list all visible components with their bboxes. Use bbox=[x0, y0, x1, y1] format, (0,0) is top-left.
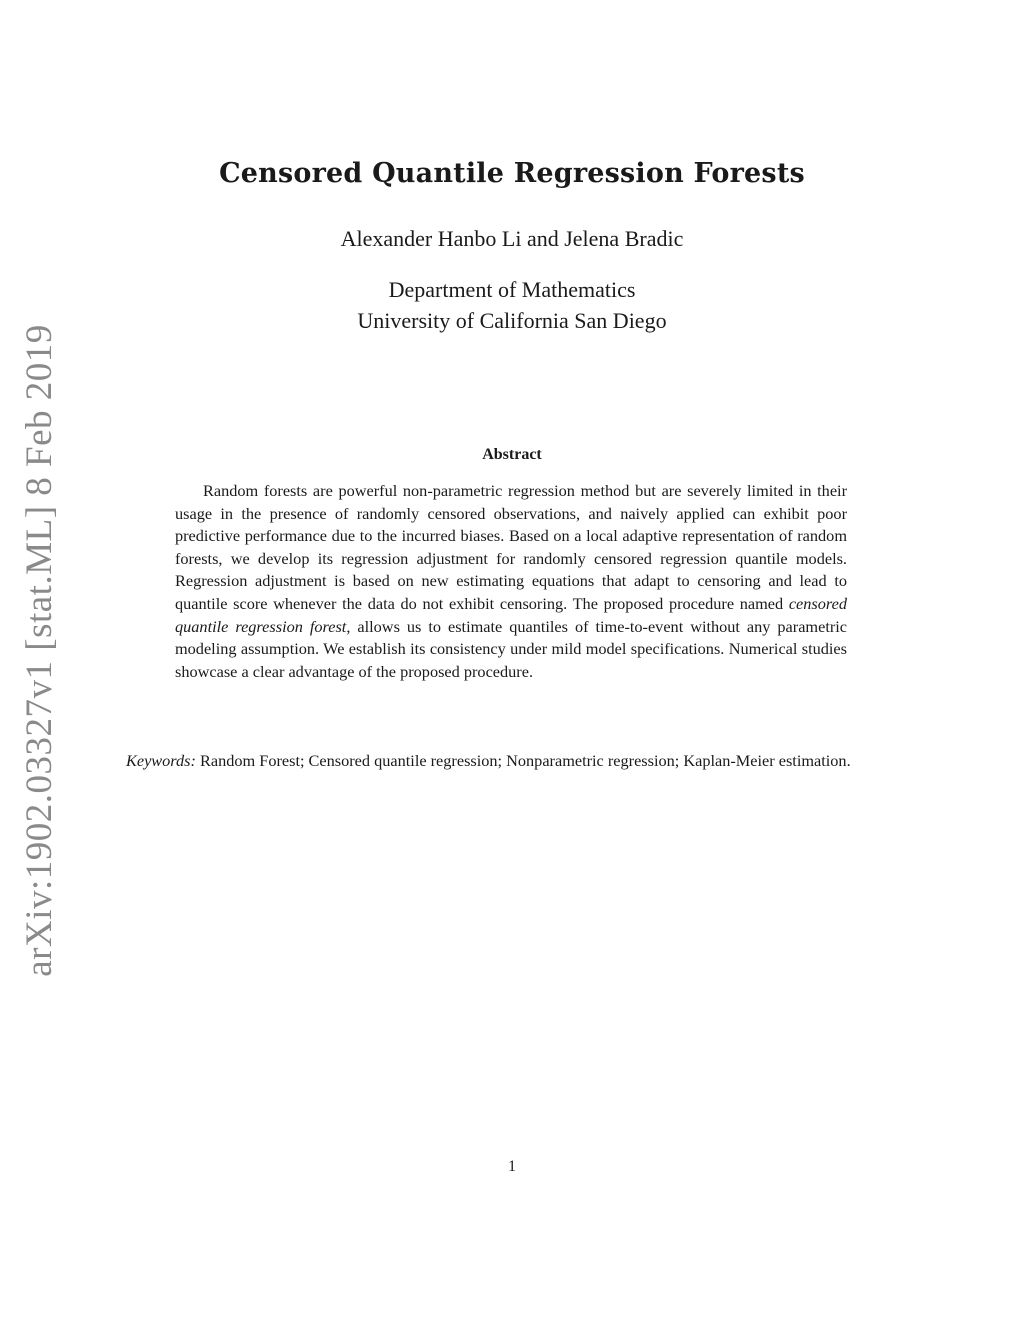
keywords-text: Random Forest; Censored quantile regression; Nonparametric regression; Kaplan-Meier estimation. bbox=[195, 751, 851, 770]
abstract-text-part-1: Random forests are powerful non-parametric regression method but are severely limited in their usage in the presence of randomly censored observations, and naively applied can exhibit poor predictive performance due to the incurred biases. Based on a local adaptive representation of random forests, we develop its regression adjustment for randomly censored regression quantile models. Regression adjustment is based on new estimating equations that adapt to censoring and lead to quantile score whenever the data do not exhibit censoring. The proposed procedure named bbox=[175, 481, 847, 613]
paper-title: Censored Quantile Regression Forests bbox=[219, 158, 805, 189]
abstract-emphasis: censored quantile regression forest bbox=[175, 593, 847, 636]
abstract-body bbox=[175, 480, 847, 683]
affiliation-department: Department of Mathematics bbox=[388, 277, 636, 302]
paper-authors: Alexander Hanbo Li and Jelena Bradic bbox=[340, 226, 684, 251]
affiliation-university: University of California San Diego bbox=[357, 308, 667, 333]
affiliation bbox=[0, 274, 1024, 336]
abstract-text-part-2: , allows us to estimate quantiles of time-to-event without any parametric modeling assumption. We establish its consistency under mild model specifications. Numerical studies showcase a clear advantage of the proposed procedure. bbox=[175, 616, 848, 681]
keywords-paragraph bbox=[126, 749, 908, 772]
page-number: 1 bbox=[508, 1158, 516, 1175]
keywords-label: Keywords: bbox=[126, 751, 196, 770]
arxiv-identifier-stamp bbox=[14, 323, 64, 977]
abstract-heading: Abstract bbox=[482, 446, 542, 463]
arxiv-identifier-text: arXiv:1902.03327v1 [stat.ML] 8 Feb 2019 bbox=[18, 323, 60, 977]
